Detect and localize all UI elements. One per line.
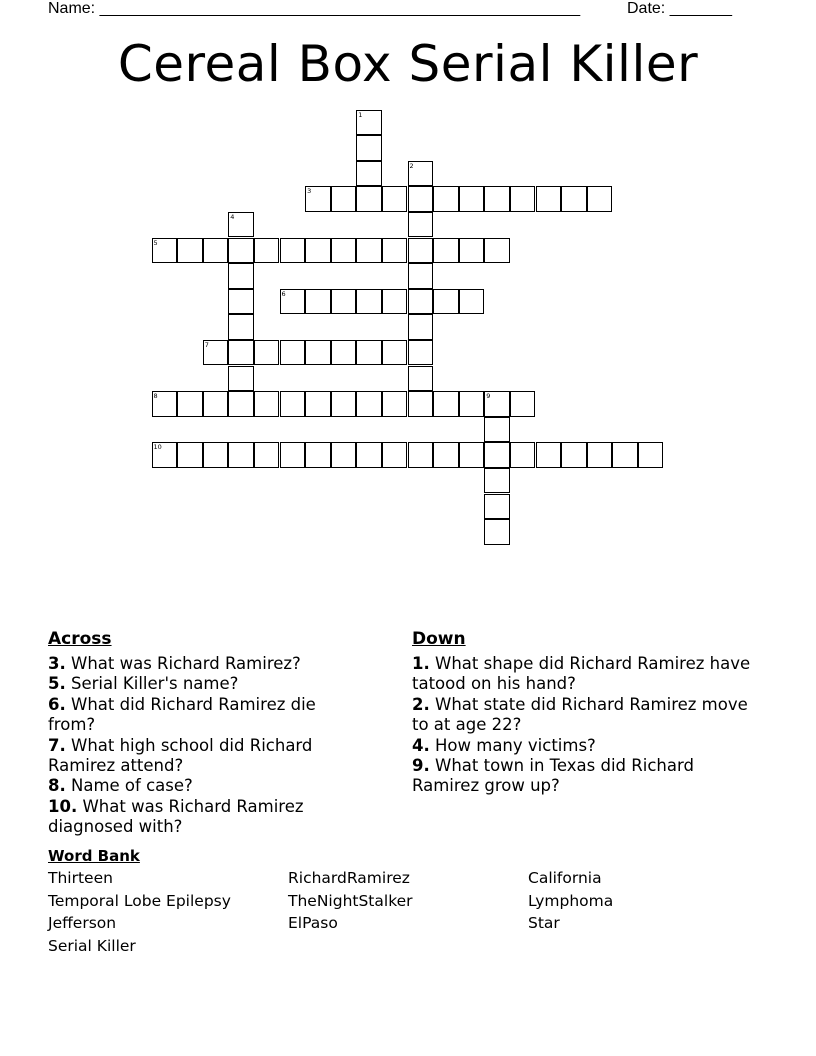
word-bank-word: TheNightStalker — [288, 891, 413, 910]
crossword-cell[interactable] — [484, 417, 510, 443]
crossword-cell[interactable] — [484, 468, 510, 494]
clue-number: 8. — [48, 776, 66, 796]
clue-text: How many victims? — [435, 735, 596, 755]
crossword-cell[interactable] — [536, 442, 562, 468]
date-field-label: Date: _______ — [627, 0, 732, 17]
crossword-cell[interactable] — [331, 238, 357, 264]
across-clue — [48, 654, 368, 674]
clue-number: 1. — [412, 654, 430, 673]
crossword-cell[interactable] — [280, 391, 306, 417]
down-clue — [412, 736, 762, 756]
crossword-cell[interactable] — [408, 366, 434, 392]
crossword-cell[interactable] — [459, 289, 485, 315]
crossword-cell[interactable] — [203, 442, 229, 468]
word-bank-word: Serial Killer — [48, 936, 136, 955]
crossword-cell[interactable] — [254, 442, 280, 468]
word-bank-word: Star — [528, 914, 560, 933]
crossword-cell[interactable] — [459, 391, 485, 417]
cell-number: 6 — [281, 289, 286, 298]
down-clue — [412, 695, 762, 736]
crossword-cell[interactable] — [638, 442, 664, 468]
crossword-cell[interactable] — [152, 238, 178, 264]
crossword-cell[interactable] — [177, 391, 203, 417]
clue-number: 7. — [48, 735, 66, 755]
clue-text: What shape did Richard Ramirez have tatood on his hand? — [412, 654, 751, 694]
crossword-cell[interactable] — [228, 340, 254, 366]
crossword-cell[interactable] — [356, 289, 382, 315]
crossword-cell[interactable] — [408, 340, 434, 366]
word-bank-word: Temporal Lobe Epilepsy — [48, 891, 231, 910]
word-bank-column — [48, 867, 231, 957]
crossword-cell[interactable] — [228, 263, 254, 289]
clue-text: What was Richard Ramirez diagnosed with? — [48, 796, 304, 837]
word-bank-word: Thirteen — [48, 869, 113, 887]
crossword-cell[interactable] — [433, 442, 459, 468]
crossword-cell[interactable] — [587, 186, 613, 212]
cell-number: 4 — [230, 212, 235, 221]
clue-text: Name of case? — [71, 776, 193, 796]
crossword-cell[interactable] — [228, 366, 254, 392]
cell-number: 5 — [153, 238, 158, 247]
crossword-cell[interactable] — [203, 391, 229, 417]
crossword-cell[interactable] — [356, 442, 382, 468]
crossword-cell[interactable] — [356, 186, 382, 212]
word-bank-word: ElPaso — [288, 914, 338, 933]
crossword-cell[interactable] — [356, 340, 382, 366]
crossword-cell[interactable] — [612, 442, 638, 468]
cell-number: 10 — [153, 443, 162, 452]
across-heading: Across — [48, 629, 112, 649]
across-clue — [48, 674, 368, 694]
word-bank-word: Jefferson — [48, 914, 117, 933]
word-bank-word: RichardRamirez — [288, 869, 410, 887]
cell-number: 8 — [153, 392, 158, 401]
crossword-cell[interactable] — [408, 391, 434, 417]
clue-number: 9. — [412, 756, 430, 776]
crossword-cell[interactable] — [254, 391, 280, 417]
crossword-cell[interactable] — [254, 340, 280, 366]
crossword-cell[interactable] — [305, 238, 331, 264]
crossword-cell[interactable] — [484, 519, 510, 545]
crossword-cell[interactable] — [356, 391, 382, 417]
crossword-cell[interactable] — [356, 161, 382, 187]
crossword-cell[interactable] — [484, 238, 510, 264]
crossword-cell[interactable] — [408, 289, 434, 315]
crossword-cell[interactable] — [433, 289, 459, 315]
crossword-cell[interactable] — [152, 391, 178, 417]
crossword-cell[interactable] — [177, 442, 203, 468]
crossword-cell[interactable] — [228, 314, 254, 340]
crossword-cell[interactable] — [356, 238, 382, 264]
crossword-cell[interactable] — [228, 442, 254, 468]
crossword-cell[interactable] — [356, 135, 382, 161]
word-bank-word: Lymphoma — [528, 891, 614, 910]
crossword-cell[interactable] — [280, 340, 306, 366]
down-clue — [412, 756, 762, 797]
crossword-cell[interactable] — [484, 391, 510, 417]
crossword-cell[interactable] — [561, 186, 587, 212]
crossword-cell[interactable] — [382, 340, 408, 366]
crossword-cell[interactable] — [587, 442, 613, 468]
crossword-cell[interactable] — [254, 238, 280, 264]
cell-number: 1 — [358, 110, 363, 119]
crossword-cell[interactable] — [331, 391, 357, 417]
clue-text: What was Richard Ramirez? — [71, 654, 301, 673]
crossword-cell[interactable] — [228, 289, 254, 315]
crossword-cell[interactable] — [356, 110, 382, 136]
down-clue — [412, 654, 762, 695]
crossword-cell[interactable] — [510, 391, 536, 417]
clue-number: 3. — [48, 654, 66, 673]
down-heading: Down — [412, 629, 466, 649]
across-clues — [48, 628, 368, 838]
crossword-cell[interactable] — [408, 442, 434, 468]
cell-number: 9 — [486, 392, 491, 401]
crossword-cell[interactable] — [203, 238, 229, 264]
crossword-cell[interactable] — [228, 212, 254, 238]
crossword-cell[interactable] — [459, 442, 485, 468]
crossword-cell[interactable] — [305, 340, 331, 366]
cell-number: 7 — [204, 340, 209, 349]
crossword-cell[interactable] — [331, 186, 357, 212]
crossword-cell[interactable] — [305, 289, 331, 315]
crossword-cell[interactable] — [305, 442, 331, 468]
crossword-cell[interactable] — [331, 442, 357, 468]
crossword-cell[interactable] — [408, 314, 434, 340]
crossword-cell[interactable] — [152, 442, 178, 468]
crossword-cell[interactable] — [280, 238, 306, 264]
crossword-cell[interactable] — [228, 391, 254, 417]
across-clue — [48, 776, 368, 796]
clue-text: What state did Richard Ramirez move to at age 22? — [412, 694, 748, 735]
crossword-cell[interactable] — [408, 238, 434, 264]
crossword-cell[interactable] — [382, 289, 408, 315]
clue-number: 2. — [412, 694, 430, 714]
clue-number: 5. — [48, 674, 66, 694]
cell-number: 3 — [307, 187, 312, 196]
crossword-cell[interactable] — [408, 212, 434, 238]
crossword-cell[interactable] — [382, 391, 408, 417]
down-clues — [412, 628, 762, 797]
crossword-cell[interactable] — [305, 391, 331, 417]
crossword-cell[interactable] — [561, 442, 587, 468]
crossword-cell[interactable] — [408, 263, 434, 289]
word-bank-heading: Word Bank — [48, 847, 140, 865]
crossword-cell[interactable] — [331, 289, 357, 315]
crossword-cell[interactable] — [433, 391, 459, 417]
crossword-cell[interactable] — [510, 186, 536, 212]
crossword-cell[interactable] — [228, 238, 254, 264]
clue-number: 10. — [48, 796, 78, 816]
crossword-cell[interactable] — [382, 186, 408, 212]
word-bank-word: California — [528, 869, 602, 887]
cell-number: 2 — [409, 161, 414, 170]
crossword-cell[interactable] — [484, 442, 510, 468]
page-title: Cereal Box Serial Killer — [117, 35, 699, 93]
crossword-cell[interactable] — [433, 238, 459, 264]
clue-number: 6. — [48, 694, 66, 714]
crossword-cell[interactable] — [408, 161, 434, 187]
clue-text: What did Richard Ramirez die from? — [48, 694, 316, 735]
word-bank-column — [288, 867, 413, 935]
crossword-cell[interactable] — [459, 186, 485, 212]
clue-text: Serial Killer's name? — [71, 674, 239, 694]
name-field-label: Name: ______________________________________________________ — [48, 0, 581, 17]
across-clue — [48, 695, 368, 736]
crossword-cell[interactable] — [331, 340, 357, 366]
crossword-cell[interactable] — [408, 186, 434, 212]
crossword-cell[interactable] — [305, 186, 331, 212]
clue-text: What town in Texas did Richard Ramirez grow up? — [412, 756, 694, 796]
clue-text: What high school did Richard Ramirez attend? — [48, 735, 313, 776]
crossword-cell[interactable] — [382, 442, 408, 468]
word-bank-column — [528, 867, 613, 935]
crossword-cell[interactable] — [280, 442, 306, 468]
crossword-cell[interactable] — [510, 442, 536, 468]
clue-number: 4. — [412, 735, 430, 755]
crossword-cell[interactable] — [382, 238, 408, 264]
crossword-cell[interactable] — [536, 186, 562, 212]
crossword-cell[interactable] — [203, 340, 229, 366]
crossword-cell[interactable] — [177, 238, 203, 264]
crossword-cell[interactable] — [484, 494, 510, 520]
across-clue — [48, 797, 368, 838]
crossword-cell[interactable] — [433, 186, 459, 212]
crossword-cell[interactable] — [459, 238, 485, 264]
crossword-cell[interactable] — [484, 186, 510, 212]
across-clue — [48, 736, 368, 777]
crossword-cell[interactable] — [280, 289, 306, 315]
